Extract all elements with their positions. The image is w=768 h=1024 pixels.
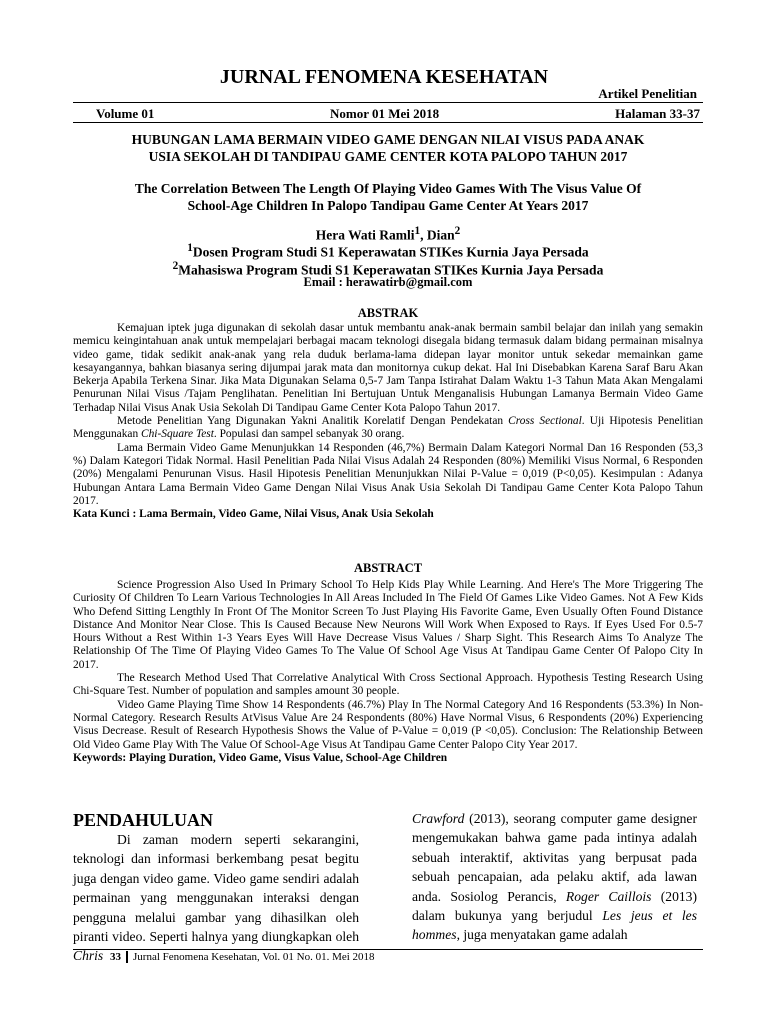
abstrak-paragraph-2 <box>73 415 703 442</box>
author-1: Hera Wati Ramli <box>315 227 415 243</box>
pendahuluan-text-right <box>412 809 697 945</box>
footer-divider <box>73 949 703 950</box>
page-footer <box>110 951 375 963</box>
abstract-paragraph-3: Video Game Playing Time Show 14 Respondents (46.7%) Play In The Normal Category And 16 Respondents (53.3%) In Non-Normal Category. Research Results AtVisus Value Are 24 Respondents (80%) Have Normal Visus, 6 Respondents (20%) Experiencing Visus Decrease. Result of Research Hypothesis Shows the Value of P-Value = 0,019 (P <0,05). Conclusion: The Relationship Between Old Video Game Play With The Value Of School-Age Visus At Tandipau Game Center Palopo City Year 2017. <box>73 698 703 751</box>
affiliation-1-text: Dosen Program Studi S1 Keperawatan STIKes Kurnia Jaya Persada <box>192 244 589 260</box>
abstract-paragraph-1: Science Progression Also Used In Primary School To Help Kids Play While Learning. And Here's The More Triggering The Curiosity Of Children To Learn Various Technologies In All Areas Included In The Field Of Games Like Video Games. Not A Few Kids Who Defend Sitting Lengthly In Front Of The Monitor Screen To Just Playing His Favorite Game, Even Usually Often Found Distance Distance And Monitor Near Close. This Is Caused Because New Neurons Will Work When Exposed to Rays. If Eyes Used For 0.5-7 Hours Without a Rest Within 1-3 Years Eyes Will Have Decrease Visus Values / Sharp Sight. This Research Aims To Analyze The Relationship Of The Time Of Playing Video Games To The Value Of School Age Visus At Tandipau Game Center Of Palopo City In 2017. <box>73 579 703 671</box>
abstract-body <box>73 579 703 765</box>
abstrak-p2-italic-1: Cross Sectional <box>508 415 582 428</box>
pendahuluan-text-left <box>73 830 359 966</box>
footer-bar-divider <box>126 951 128 963</box>
footer-citation: Jurnal Fenomena Kesehatan, Vol. 01 No. 01. Mei 2018 <box>133 951 375 963</box>
abstrak-heading: ABSTRAK <box>357 306 419 320</box>
article-title-english <box>73 180 703 214</box>
affiliation-1-marker: 1 <box>187 242 193 254</box>
right-text-1: (2013), seorang computer game designer mengemukakan bahwa game pada intinya adalah sebuah interaktif, aktivitas yang berpusat pada sebuah pencapaian, ada pelaku aktif, ada lawan anda. Sosiolog Perancis, <box>412 811 697 904</box>
article-title-indonesian <box>73 131 703 165</box>
abstrak-keywords: Kata Kunci : Lama Bermain, Video Game, Nilai Visus, Anak Usia Sekolah <box>73 508 434 521</box>
right-italic-2: Roger Caillois <box>565 888 652 904</box>
right-text-3: , juga menyatakan game adalah <box>456 927 628 943</box>
right-italic-3: Les jeus et les hommes <box>412 908 697 943</box>
abstract-keywords: Keywords: Playing Duration, Video Game, Visus Value, School-Age Children <box>73 751 448 764</box>
title-en-line-1: The Correlation Between The Length Of Playing Video Games With The Visus Value Of <box>134 181 642 196</box>
page-number: 33 <box>110 951 121 963</box>
author-email: Email : herawatirb@gmail.com <box>303 275 473 289</box>
pendahuluan-paragraph-1 <box>73 830 359 966</box>
issue-number: Nomor 01 Mei 2018 <box>330 106 440 121</box>
abstract-heading: ABSTRACT <box>353 561 423 575</box>
title-id-line-2: USIA SEKOLAH DI TANDIPAU GAME CENTER KOTA PALOPO TAHUN 2017 <box>148 149 628 164</box>
author-separator: , <box>420 227 427 243</box>
page-range: Halaman 33-37 <box>615 106 700 121</box>
abstrak-paragraph-1: Kemajuan iptek juga digunakan di sekolah dasar untuk membantu anak-anak bermain sambil belajar dan inilah yang semakin memicu keingintahuan anak untuk mempelajari berbagai macam teknologi disegala bidang termasuk dalam bidang permainan misalnya video game, tidak sedikit anak-anak yang rela duduk berlama-lama didepan layar monitor untuk sekedar memainkan game kesayangannya, bahkan biasanya sering dijumpai jarak mata dan monitornya cukup dekat. Hal Ini Disebabkan Karena Saraf Baru Akan Bekerja Apabila Terkena Sinar. Jika Mata Digunakan Selama 0,5-7 Jam Tanpa Istirahat Dalam Waktu 1-3 Tahun Mata Akan Mengalami Penurunan Nilai Visus /Tajam Penglihatan. Penelitian Ini Bertujuan Untuk Menganalisis Hubungan Lamanya Bermain Video Game Terhadap Nilai Visus Anak Usia Sekolah Di Tandipau Game Center Kota Palopo Tahun 2017. <box>73 322 703 414</box>
abstrak-p2-part-b: . Uji Hipotesis Penelitian Menggunakan <box>73 415 704 441</box>
right-italic-1: Crawford <box>412 811 465 826</box>
author-2-affil-marker: 2 <box>454 225 461 237</box>
abstrak-p2-part-c: . Populasi dan sampel sebanyak 30 orang. <box>213 428 405 441</box>
section-heading-pendahuluan: PENDAHULUAN <box>73 810 214 830</box>
pendahuluan-left-text: Di zaman modern seperti sekarangini, teknologi dan informasi berkembang pesat begitu juga dengan video game. Video game sendiri adalah permainan yang menggunakan interaksi dengan pengguna melalui gambar yang dihasilkan oleh piranti video. Seperti halnya yang diungkapkan oleh <box>73 832 359 945</box>
pendahuluan-left-italic: Chris <box>73 948 104 964</box>
issue-info-bar <box>73 102 703 123</box>
body-column-right <box>412 809 697 945</box>
affiliation-2-text: Mahasiswa Program Studi S1 Keperawatan STIKes Kurnia Jaya Persada <box>178 262 604 278</box>
body-column-left <box>73 809 359 966</box>
affiliation-2-marker: 2 <box>172 260 179 272</box>
abstrak-paragraph-3: Lama Bermain Video Game Menunjukkan 14 Responden (46,7%) Bermain Dalam Kategori Normal Dan 16 Responden (53,3 %) Dalam Kategori Tidak Normal. Hasil Penelitian Pada Nilai Visus Adalah 24 Responden (80%) Memiliki Visus Normal, 6 Responden (20%) Mengalami Penurunan Visus. Hasil Hipotesis Penelitian Menunjukkan Nilai P-Value = 0,019 (P<0,05). Kesimpulan : Adanya Hubungan Antara Lama Bermain Video Game Dengan Nilai Visus Anak Usia Sekolah Di Tandipau Game Center Kota Palopo Tahun 2017. <box>73 441 703 507</box>
article-type: Artikel Penelitian <box>598 86 697 101</box>
abstract-paragraph-2: The Research Method Used That Correlative Analytical With Cross Sectional Approach. Hypothesis Testing Research Using Chi-Square Test. Number of population and samples amount 30 people. <box>73 672 703 698</box>
pendahuluan-paragraph-1-continued <box>412 809 697 945</box>
author-1-affil-marker: 1 <box>414 225 421 237</box>
author-2: Dian <box>426 227 455 243</box>
abstrak-body <box>73 322 703 521</box>
volume: Volume 01 <box>96 106 155 121</box>
abstrak-p2-italic-2: Chi-Square Test <box>141 428 214 441</box>
journal-title: JURNAL FENOMENA KESEHATAN <box>219 66 549 88</box>
title-id-line-1: HUBUNGAN LAMA BERMAIN VIDEO GAME DENGAN NILAI VISUS PADA ANAK <box>131 132 645 147</box>
title-en-line-2: School-Age Children In Palopo Tandipau Game Center At Years 2017 <box>187 198 589 213</box>
right-text-2: (2013) dalam bukunya yang berjudul <box>412 888 697 924</box>
abstrak-p2-part-a: Metode Penelitian Yang Digunakan Yakni Analitik Korelatif Dengan Pendekatan <box>117 415 509 428</box>
